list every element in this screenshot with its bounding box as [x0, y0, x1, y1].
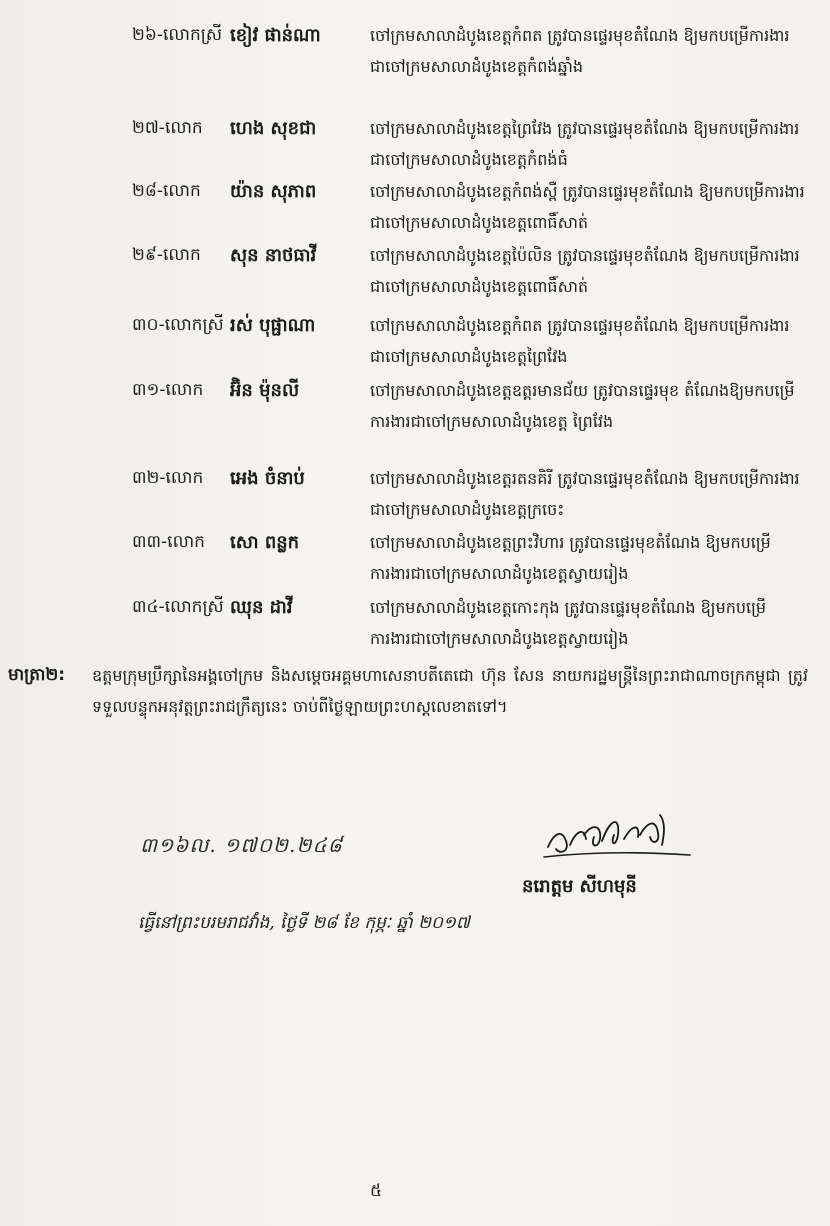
list-item [132, 113, 808, 175]
entry-name: ខៀវ ផាន់ណា [230, 25, 321, 46]
entry-name: សោ ពន្លក [230, 532, 300, 553]
list-item [132, 463, 808, 525]
entry-description: ចៅក្រមសាលាដំបូងខេត្តកំពង់ស្ពឺ ត្រូវបានផ្ទេរមុខតំណែង ឱ្យមកបម្រើការងារជាចៅក្រមសាលាដំបូងខេត្តពោធិ៍សាត់ [370, 182, 805, 232]
entry-description: ចៅក្រមសាលាដំបូងខេត្តឧត្តរមានជ័យ ត្រូវបានផ្ទេរមុខ តំណែងឱ្យមកបម្រើការងារជាចៅក្រមសាលាដំបូងខេត្ត ព្រៃវែង [370, 381, 795, 431]
entry-number: ២៦-លោកស្រី [132, 25, 223, 45]
entry-description: ចៅក្រមសាលាដំបូងខេត្តប៉ៃលិន ត្រូវបានផ្ទេរមុខតំណែង ឱ្យមកបម្រើការងារជាចៅក្រមសាលាដំបូងខេត្តពោធិ៍សាត់ [370, 246, 800, 296]
entry-description: ចៅក្រមសាលាដំបូងខេត្តកំពត ត្រូវបានផ្ទេរមុខតំណែង ឱ្យមកបម្រើការងារជាចៅក្រមសាលាដំបូងខេត្តព្រៃវែង [370, 316, 790, 366]
entry-number: ២៨-លោក [132, 181, 201, 201]
entry-name: អេង ចំនាប់ [230, 468, 305, 489]
signer-name: នរោត្តម សីហមុនី [522, 876, 637, 897]
list-item [132, 375, 808, 437]
entry-number: ៣៤-លោកស្រី [132, 597, 224, 617]
article-text: ឧត្តមក្រុមប្រឹក្សានៃអង្គចៅក្រម និងសម្តេចអគ្គមហាសេនាបតីតេជោ ហ៊ុន សែន នាយករដ្ឋមន្ត្រីនៃព្រះរាជាណាចក្រកម្ពុជា ត្រូវទទួលបន្ទុកអនុវត្តព្រះរាជក្រឹត្យនេះ ចាប់ពីថ្ងៃឡាយព្រះហស្តលេខាតទៅ។ [92, 666, 808, 716]
entry-description: ចៅក្រមសាលាដំបូងខេត្តព្រះវិហារ ត្រូវបានផ្ទេរមុខតំណែង ឱ្យមកបម្រើការងារជាចៅក្រមសាលាដំបូងខេត្តស្វាយរៀង [370, 533, 771, 583]
royal-signature [540, 805, 700, 865]
page-number: ៥ [370, 1181, 383, 1201]
entry-description: ចៅក្រមសាលាដំបូងខេត្តកោះកុង ត្រូវបានផ្ទេរមុខតំណែង ឱ្យមកបម្រើការងារជាចៅក្រមសាលាដំបូងខេត្តស្វាយរៀង [370, 598, 767, 648]
list-item [132, 20, 808, 82]
entry-number: ២៩-លោក [132, 245, 201, 265]
entry-name: អ៊ិន ម៉ុនលី [230, 380, 300, 401]
entry-name: ឈុន ដាវី [230, 597, 293, 618]
entry-number: ៣១-លោក [132, 380, 204, 400]
list-item [132, 592, 808, 654]
entry-number: ២៧-លោក [132, 118, 203, 138]
entry-name: រស់ បុផ្ផាណា [230, 315, 316, 336]
entry-name: ហេង សុខជា [230, 118, 317, 139]
list-item [132, 310, 808, 372]
entry-description: ចៅក្រមសាលាដំបូងខេត្តរតនគិរី ត្រូវបានផ្ទេរមុខតំណែង ឱ្យមកបម្រើការងារជាចៅក្រមសាលាដំបូងខេត្តក្រចេះ [370, 469, 800, 519]
article-label: មាត្រា២: [8, 665, 66, 685]
list-item [132, 176, 808, 238]
date-line: ធ្វើនៅព្រះបរមរាជវាំង, ថ្ងៃទី ២៨ ខែ កុម្ភៈ ឆ្នាំ ២០១៧ [138, 913, 470, 933]
entry-number: ៣៣-លោក [132, 532, 205, 552]
entry-number: ៣០-លោកស្រី [132, 315, 224, 335]
entry-description: ចៅក្រមសាលាដំបូងខេត្តកំពត ត្រូវបានផ្ទេរមុខតំណែង ឱ្យមកបម្រើការងារជាចៅក្រមសាលាដំបូងខេត្តកំពង់ឆ្នាំង [370, 26, 790, 76]
handwritten-reference: ៣១៦ល. ១៧០២.២៤៨ [140, 833, 343, 857]
entry-description: ចៅក្រមសាលាដំបូងខេត្តព្រៃវែង ត្រូវបានផ្ទេរមុខតំណែង ឱ្យមកបម្រើការងារជាចៅក្រមសាលាដំបូងខេត្តកំពង់ធំ [370, 119, 800, 169]
list-item [132, 240, 808, 302]
entry-number: ៣២-លោក [132, 468, 204, 488]
entry-name: យ៉ាន សុភាព [230, 181, 317, 202]
entry-name: សុន នាថធាវី [230, 245, 317, 266]
list-item [132, 527, 808, 589]
